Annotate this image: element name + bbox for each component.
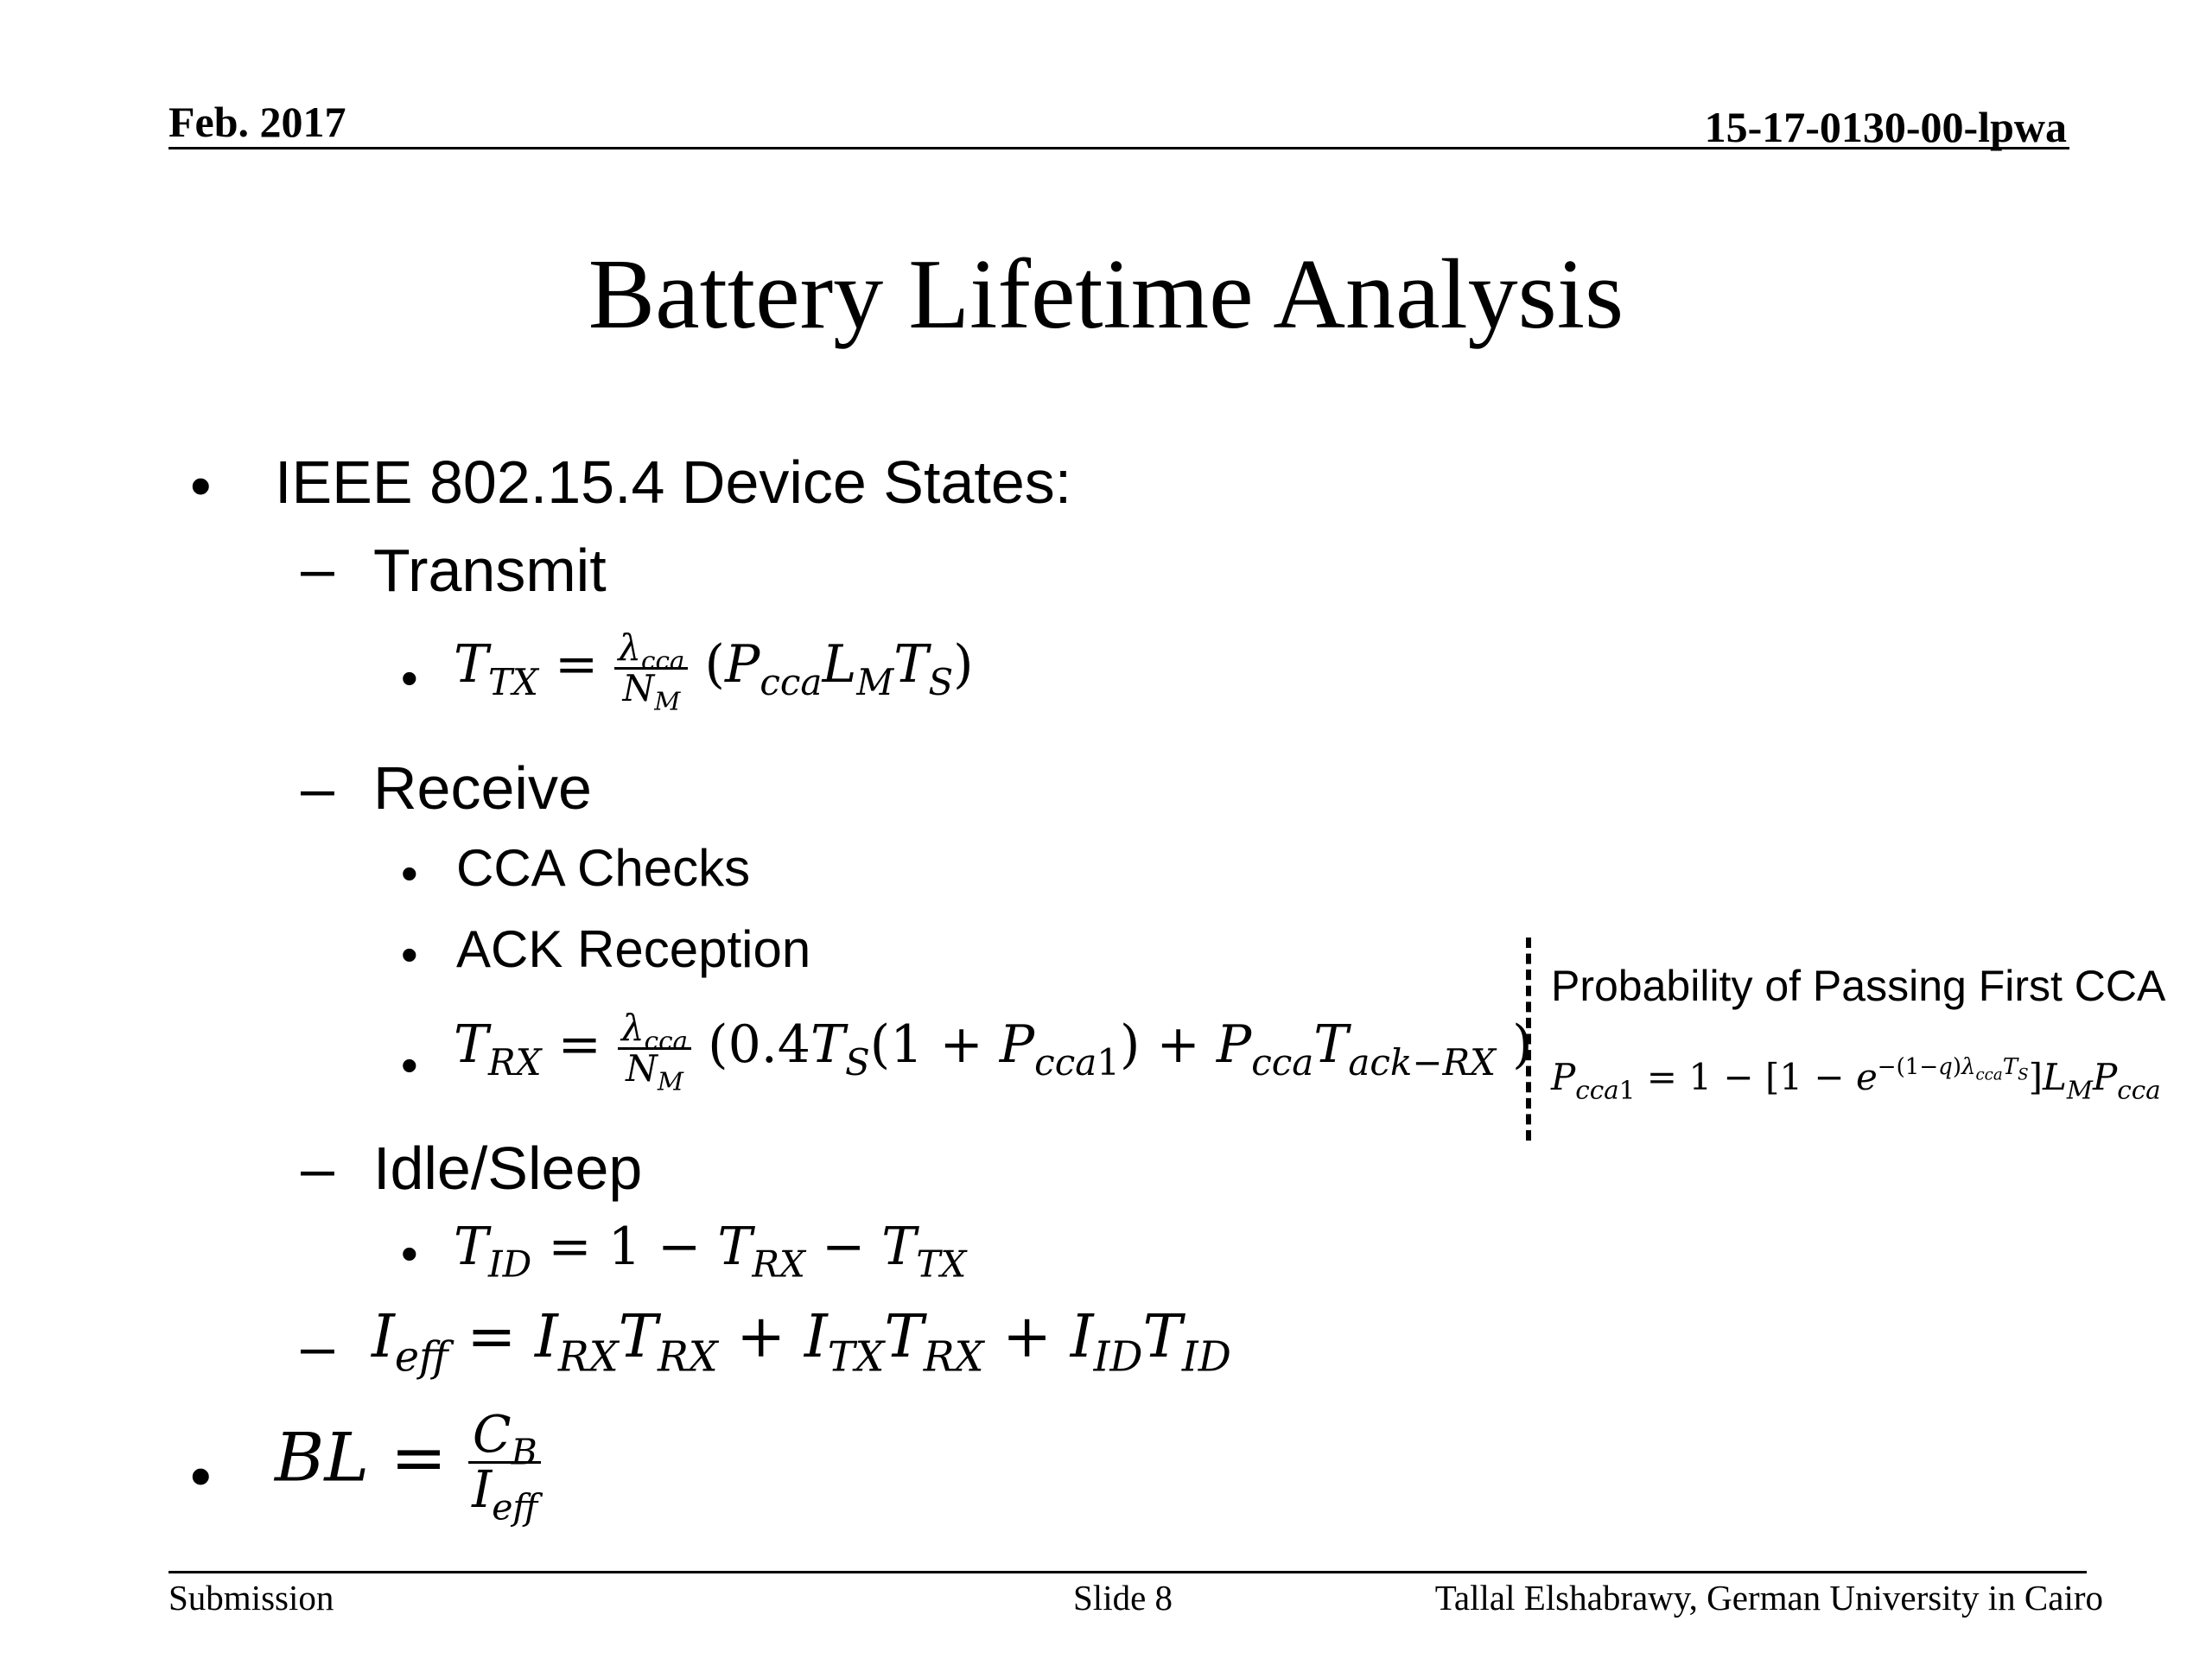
bullet-icon: • [401, 1226, 418, 1281]
footer-author: Tallal Elshabrawy, German University in Cairo [1434, 1578, 2103, 1618]
receive-item-cca: CCA Checks [456, 839, 751, 897]
state-transmit: Transmit [373, 537, 607, 604]
receive-item-ack: ACK Reception [456, 920, 811, 978]
equation-t-tx: $T_{TX}$ = $\frac{\lambda_{cca}}{N_M}$ $(P_{cca}L_MT_S)$ [454, 626, 974, 716]
footer-submission: Submission [168, 1578, 334, 1618]
bullet-icon: • [401, 846, 418, 900]
equation-t-id: $T_{ID} = 1 - T_{RX} - T_{TX}$ [454, 1217, 967, 1286]
bullet-icon: • [401, 1038, 418, 1092]
equation-t-rx: $T_{RX}$ = $\frac{\lambda_{cca}}{N_M}$ ($0.4T_S(1 + P_{cca1}) + P_{cca}T_{ack-RX}$ ) [454, 1007, 1533, 1096]
dash-icon: – [301, 754, 334, 822]
annotation-title: Probability of Passing First CCA [1551, 962, 2166, 1010]
dash-icon: – [301, 535, 334, 602]
main-bullet-text: IEEE 802.15.4 Device States: [275, 448, 1072, 516]
footer-rule [168, 1571, 2087, 1573]
bullet-icon: • [190, 1442, 212, 1510]
dash-icon: – [301, 1313, 334, 1380]
bullet-icon: • [401, 651, 418, 705]
dash-icon: – [301, 1135, 334, 1202]
state-idle: Idle/Sleep [373, 1135, 643, 1202]
dashed-separator [1526, 938, 1531, 1141]
header-date: Feb. 2017 [168, 98, 346, 146]
bullet-icon: • [190, 452, 212, 519]
slide-title: Battery Lifetime Analysis [588, 239, 1624, 350]
state-receive: Receive [373, 754, 592, 822]
equation-p-cca1: $P_{cca1} = 1 - [1 - e^{-(1-q)\lambda_{cca}T_S}]L_MP_{cca}$ [1551, 1053, 2161, 1105]
equation-i-eff: $I_{eff} = I_{RX}T_{RX} + I_{TX}T_{RX} + I_{ID}T_{ID}$ [372, 1303, 1231, 1382]
bullet-icon: • [401, 927, 418, 982]
header-rule [168, 147, 2069, 149]
footer-slide-number: Slide 8 [1073, 1578, 1173, 1618]
header-doc-id: 15-17-0130-00-lpwa [1704, 103, 2067, 151]
equation-bl: BL = $\frac{C_B}{I_{eff}}$ [275, 1408, 541, 1517]
